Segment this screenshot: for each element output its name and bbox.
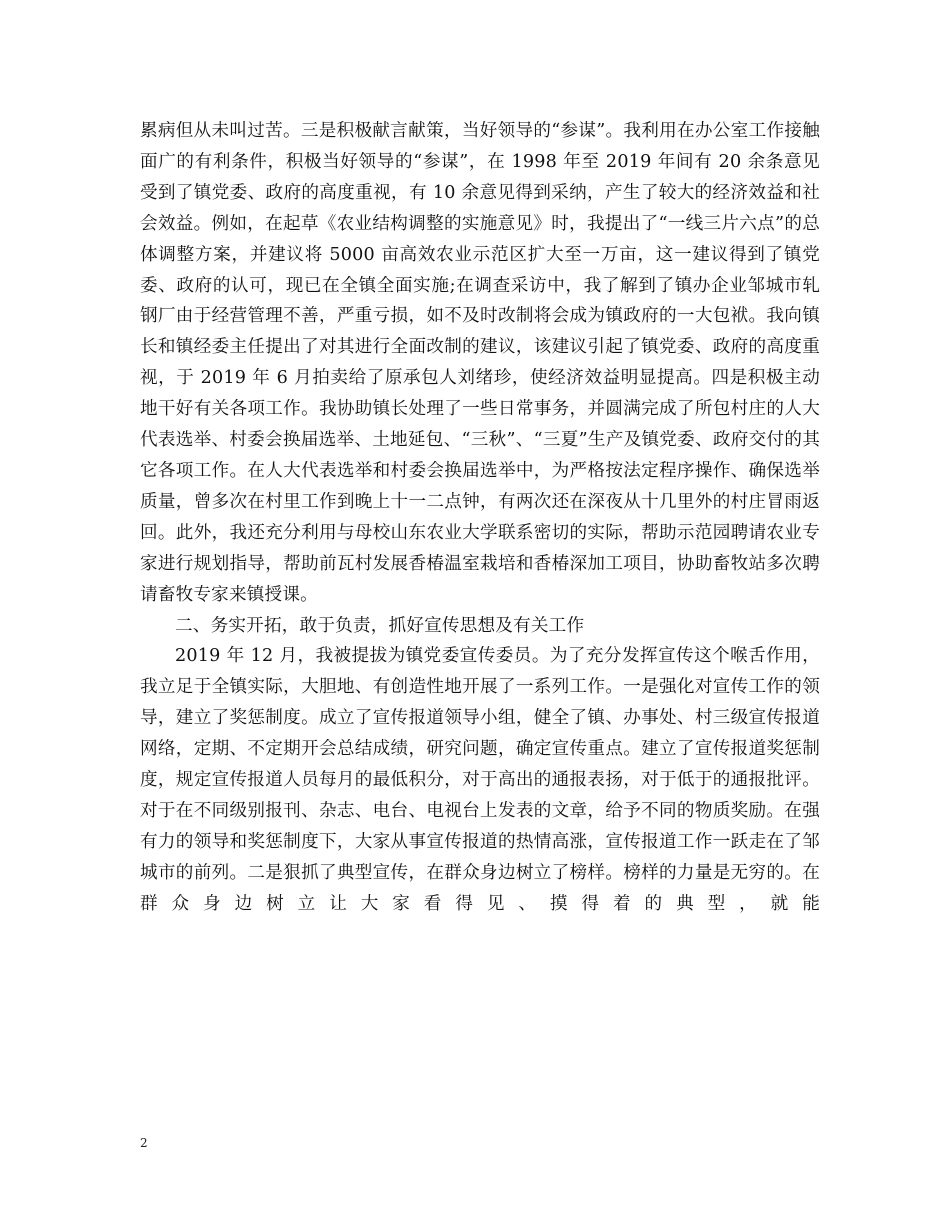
- section-heading-propaganda: 二、务实开拓，敢于负责，抓好宣传思想及有关工作: [175, 615, 585, 636]
- paragraph-propaganda-work: 2019 年 12 月，我被提拔为镇党委宣传委员。为了充分发挥宣传这个喉舌作用，我立足于全镇实际，大胆地、有创造性地开展了一系列工作。一是强化对宣传工作的领导，建立了奖惩制度。成立了宣传报道领导小组，健全了镇、办事处、村三级宣传报道网络，定期、不定期开会总结成绩，研究问题，确定宣传重点。建立了宣传报道奖惩制度，规定宣传报道人员每月的最低积分，对于高出的通报表扬，对于低于的通报批评。对于在不同级别报刊、杂志、电台、电视台上发表的文章，给予不同的物质奖励。在强有力的领导和奖惩制度下，大家从事宣传报道的热情高涨，宣传报道工作一跃走在了邹城市的前列。二是狠抓了典型宣传，在群众身边树立了榜样。榜样的力量是无穷的。在群众身边树立让大家看得见、摸得着的典型，就能: [140, 646, 820, 914]
- paragraph-work-summary: 累病但从未叫过苦。三是积极献言献策，当好领导的“参谋”。我利用在办公室工作接触面广的有利条件，积极当好领导的“参谋”，在 1998 年至 2019 年间有 20 余条意见受到了镇党委、政府的高度重视，有 10 余意见得到采纳，产生了较大的经济效益和社会效益。例如，在起草《农业结构调整的实施意见》时，我提出了“一线三片六点”的总体调整方案，并建议将 5000 亩高效农业示范区扩大至一万亩，这一建议得到了镇党委、政府的认可，现已在全镇全面实施;在调查采访中，我了解到了镇办企业邹城市轧钢厂由于经营管理不善，严重亏损，如不及时改制将会成为镇政府的一大包袱。我向镇长和镇经委主任提出了对其进行全面改制的建议，该建议引起了镇党委、政府的高度重视，于 2019 年 6 月拍卖给了原承包人刘绪珍，使经济效益明显提高。四是积极主动地干好有关各项工作。我协助镇长处理了一些日常事务，并圆满完成了所包村庄的人大代表选举、村委会换届选举、土地延包、“三秋”、“三夏”生产及镇党委、政府交付的其它各项工作。在人大代表选举和村委会换届选举中，为严格按法定程序操作、确保选举质量，曾多次在村里工作到晚上十一二点钟，有两次还在深夜从十几里外的村庄冒雨返回。此外，我还充分利用与母校山东农业大学联系密切的实际，帮助示范园聘请农业专家进行规划指导，帮助前瓦村发展香椿温室栽培和香椿深加工项目，协助畜牧站多次聘请畜牧专家来镇授课。: [140, 121, 820, 605]
- document-body: [140, 116, 820, 920]
- page-number: 2: [140, 1136, 148, 1150]
